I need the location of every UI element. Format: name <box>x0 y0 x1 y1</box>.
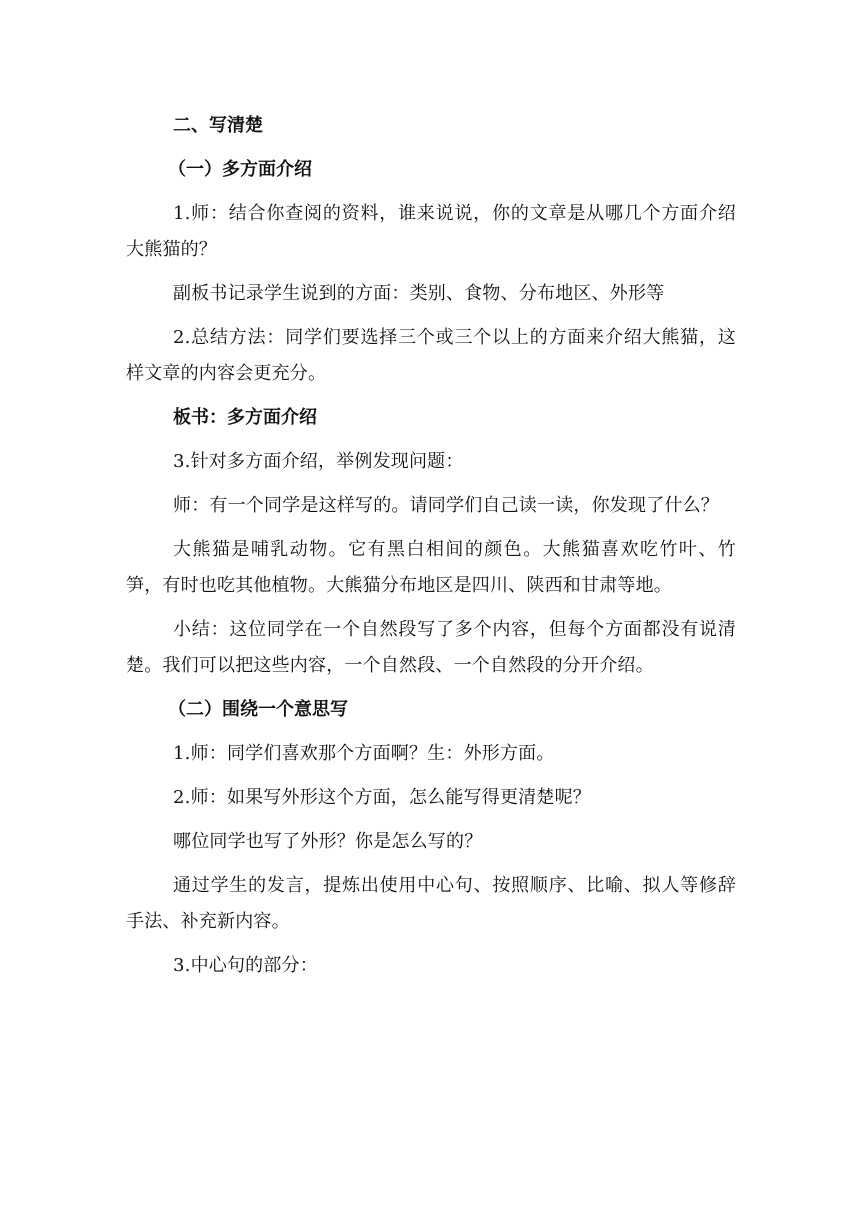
board-note-heading: 板书：多方面介绍 <box>173 407 317 428</box>
paragraph: 1.师：同学们喜欢那个方面啊？生：外形方面。 <box>173 743 555 764</box>
paragraph: 通过学生的发言，提炼出使用中心句、按照顺序、比喻、拟人等修辞手法、补充新内容。 <box>126 875 736 932</box>
paragraph: 2.师：如果写外形这个方面，怎么能写得更清楚呢？ <box>173 787 591 808</box>
paragraph: 哪位同学也写了外形？你是怎么写的？ <box>173 831 483 852</box>
summary-paragraph: 小结：这位同学在一个自然段写了多个内容，但每个方面都没有说清楚。我们可以把这些内容，一个自然段、一个自然段的分开介绍。 <box>126 619 736 676</box>
subsection-heading-1: （一）多方面介绍 <box>168 159 312 180</box>
paragraph: 2.总结方法：同学们要选择三个或三个以上的方面来介绍大熊猫，这样文章的内容会更充分。 <box>126 327 736 384</box>
paragraph: 3.针对多方面介绍，举例发现问题： <box>173 451 464 472</box>
document-body <box>126 108 736 992</box>
paragraph: 副板书记录学生说到的方面：类别、食物、分布地区、外形等 <box>173 283 665 304</box>
section-heading-main: 二、写清楚 <box>173 115 263 136</box>
paragraph: 1.师：结合你查阅的资料，谁来说说，你的文章是从哪几个方面介绍大熊猫的？ <box>126 203 736 260</box>
paragraph: 3.中心句的部分： <box>173 955 318 976</box>
paragraph: 师：有一个同学是这样写的。请同学们自己读一读，你发现了什么？ <box>173 495 719 516</box>
subsection-heading-2: （二）围绕一个意思写 <box>168 699 348 720</box>
example-paragraph: 大熊猫是哺乳动物。它有黑白相间的颜色。大熊猫喜欢吃竹叶、竹笋，有时也吃其他植物。大熊猫分布地区是四川、陕西和甘肃等地。 <box>126 539 736 596</box>
